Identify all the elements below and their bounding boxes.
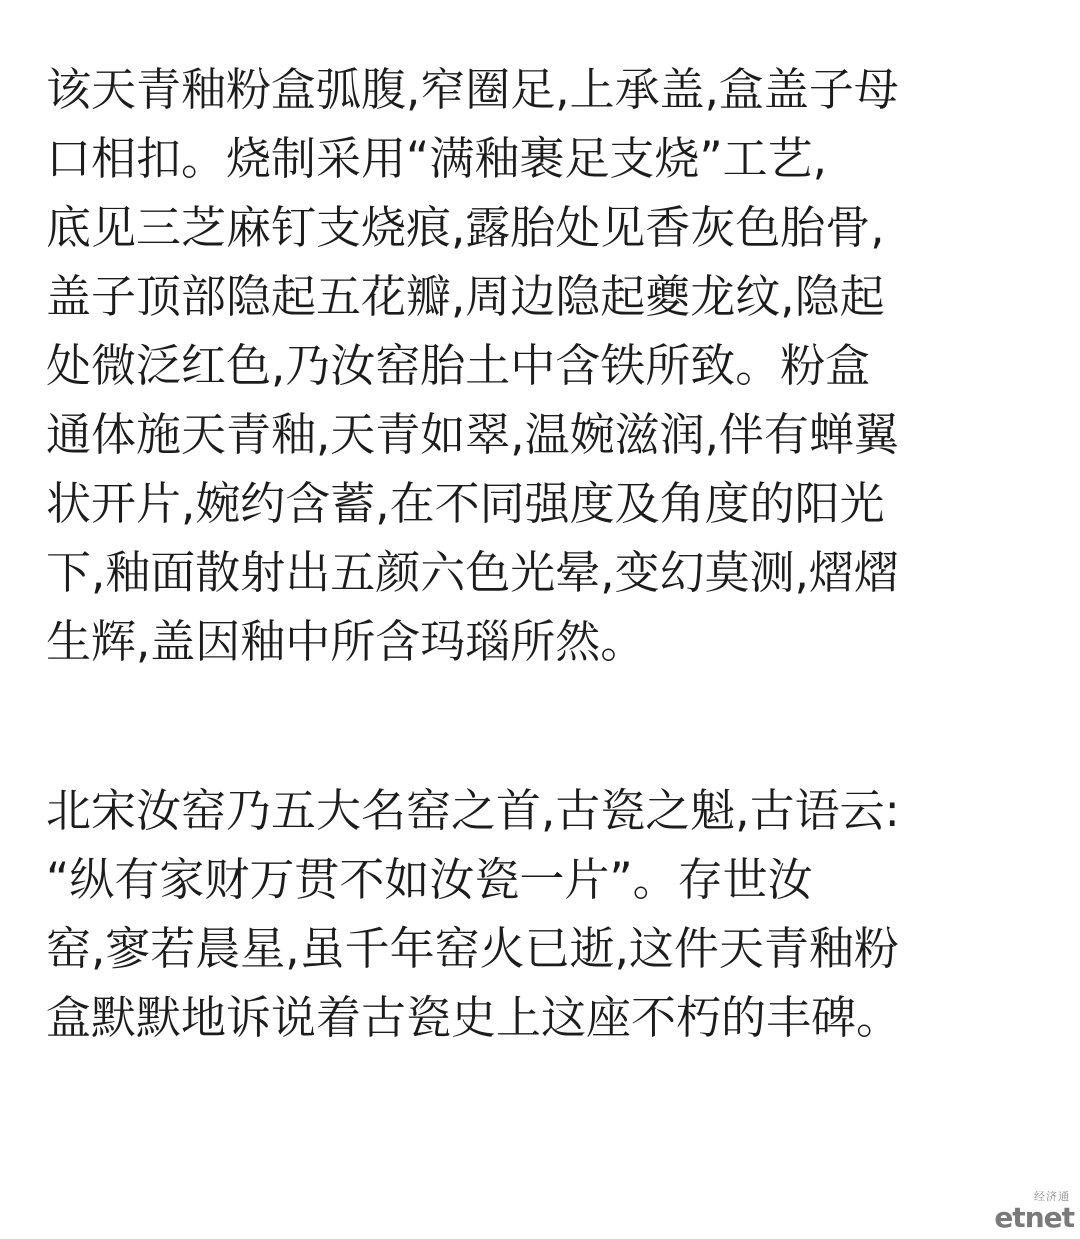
text-line: 下,釉面散射出五颜六色光晕,变幻莫测,熠熠 xyxy=(46,546,899,599)
text-line: 通体施天青釉,天青如翠,温婉滋润,伴有蝉翼 xyxy=(46,408,899,461)
text-line: 底见三芝麻钉支烧痕,露胎处见香灰色胎骨, xyxy=(46,201,885,254)
text-line: 生辉,盖因釉中所含玛瑙所然。 xyxy=(46,615,646,668)
watermark-chinese-text: 经济通 xyxy=(1034,1190,1070,1203)
text-line: 北宋汝窑乃五大名窑之首,古瓷之魁,古语云: xyxy=(46,784,900,837)
text-line: 状开片,婉约含蓄,在不同强度及角度的阳光 xyxy=(46,477,885,530)
paragraph-2 xyxy=(46,776,1041,1052)
text-line: 处微泛红色,乃汝窑胎土中含铁所致。粉盒 xyxy=(46,339,871,392)
text-line: “纵有家财万贯不如汝瓷一片”。存世汝 xyxy=(46,853,813,906)
text-line: 盖子顶部隐起五花瓣,周边隐起夔龙纹,隐起 xyxy=(46,270,885,323)
text-line: 盒默默地诉说着古瓷史上这座不朽的丰碑。 xyxy=(46,991,902,1044)
text-line: 窑,寥若晨星,虽千年窑火已逝,这件天青釉粉 xyxy=(46,922,899,975)
article-body xyxy=(46,55,1041,1052)
watermark-logo-text: etnet xyxy=(994,1201,1074,1234)
paragraph-spacer xyxy=(46,676,1041,776)
paragraph-1 xyxy=(46,55,1041,676)
etnet-watermark-logo xyxy=(988,1191,1074,1233)
text-line: 该天青釉粉盒弧腹,窄圈足,上承盖,盒盖子母 xyxy=(46,63,899,116)
text-line: 口相扣。烧制采用“满釉裹足支烧”工艺, xyxy=(46,132,827,185)
